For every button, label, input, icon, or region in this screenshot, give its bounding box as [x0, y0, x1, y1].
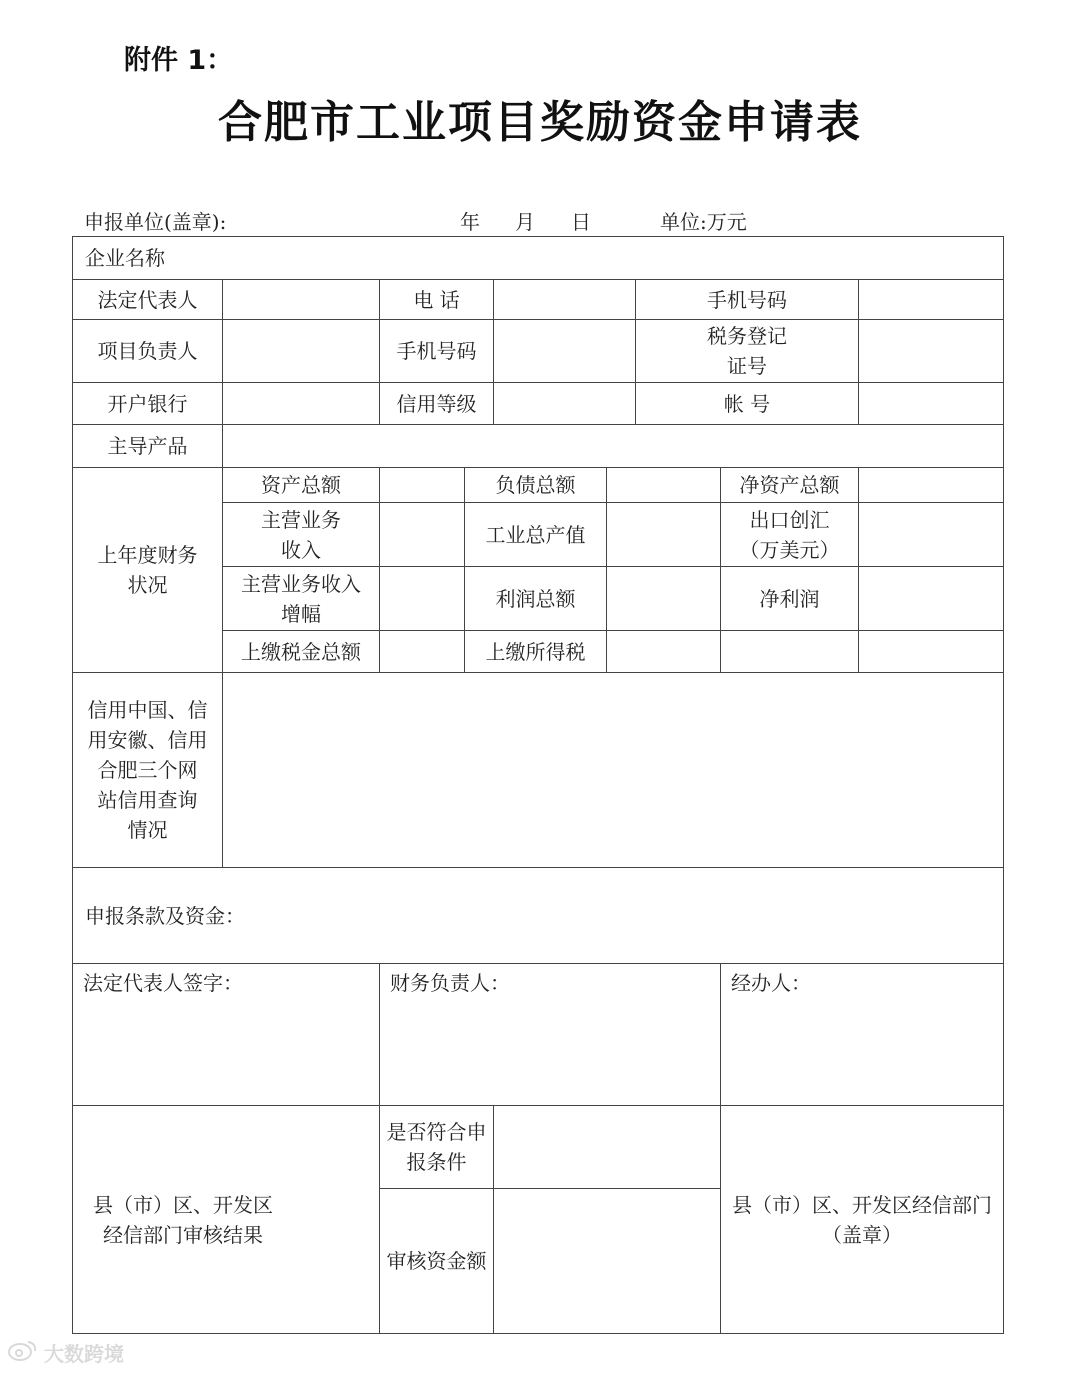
handler-label: 经办人： — [731, 971, 811, 995]
total-assets-label: 资产总额 — [223, 468, 380, 503]
blank-field-cell[interactable] — [859, 631, 1004, 673]
currency-unit-label: 单位:万元 — [660, 210, 747, 234]
mobile-label: 手机号码 — [636, 280, 859, 320]
total-profit-field[interactable] — [607, 567, 721, 631]
legal-sign-label: 法定代表人签字： — [83, 971, 243, 995]
project-lead-label: 项目负责人 — [73, 320, 223, 383]
credit-check-field[interactable] — [223, 673, 1004, 868]
total-assets-field[interactable] — [380, 468, 465, 503]
attachment-label: 附件 1： — [124, 45, 234, 76]
total-tax-label: 上缴税金总额 — [223, 631, 380, 673]
credit-check-line-3: 合肥三个网 — [97, 758, 198, 782]
total-tax-field[interactable] — [380, 631, 465, 673]
tax-registration-line-2: 证号 — [727, 354, 767, 378]
credit-check-line-1: 信用中国、信 — [87, 698, 208, 722]
tax-registration-field[interactable] — [859, 320, 1004, 383]
credit-level-label: 信用等级 — [380, 383, 494, 425]
tax-registration-line-1: 税务登记 — [707, 324, 787, 348]
main-revenue-line-2: 收入 — [281, 537, 321, 562]
net-profit-label: 净利润 — [721, 567, 859, 631]
handler-cell[interactable] — [721, 964, 1004, 1106]
company-name-cell[interactable] — [73, 237, 1004, 280]
income-tax-field[interactable] — [607, 631, 721, 673]
blank-label-cell — [721, 631, 859, 673]
finance-head-cell[interactable] — [380, 964, 721, 1106]
legal-sign-cell[interactable] — [73, 964, 380, 1106]
main-revenue-field[interactable] — [380, 503, 465, 567]
net-profit-field[interactable] — [859, 567, 1004, 631]
clause-funds-label: 申报条款及资金： — [85, 903, 245, 928]
export-earnings-label — [721, 503, 859, 567]
weibo-icon — [8, 1339, 38, 1366]
phone-field[interactable] — [494, 280, 636, 320]
review-result-line-2: 经信部门审核结果 — [103, 1222, 263, 1247]
finance-head-label: 财务负责人： — [390, 971, 510, 995]
phone-label: 电 话 — [380, 280, 494, 320]
credit-check-line-5: 情况 — [127, 818, 168, 842]
company-name-label: 企业名称 — [85, 246, 165, 270]
watermark-text: 大数跨境 — [44, 1342, 124, 1366]
eligibility-line-2: 报条件 — [406, 1150, 467, 1174]
net-assets-label: 净资产总额 — [721, 468, 859, 503]
export-earnings-line-1: 出口创汇 — [749, 507, 830, 532]
export-earnings-line-2: （万美元） — [739, 537, 840, 562]
approved-amount-field[interactable] — [494, 1189, 721, 1334]
account-field[interactable] — [859, 383, 1004, 425]
day-label: 日 — [571, 210, 591, 234]
revenue-growth-line-1: 主营业务收入 — [241, 571, 361, 596]
export-earnings-field[interactable] — [859, 503, 1004, 567]
revenue-growth-label — [223, 567, 380, 631]
project-lead-mobile-field[interactable] — [494, 320, 636, 383]
finance-status-line-1: 上年度财务 — [97, 543, 198, 567]
finance-status-label — [73, 468, 223, 673]
main-product-label: 主导产品 — [73, 425, 223, 468]
total-profit-label: 利润总额 — [465, 567, 607, 631]
dept-seal-line-1: 县（市）区、开发区经信部门 — [732, 1192, 993, 1217]
approved-amount-label: 审核资金额 — [380, 1189, 494, 1334]
credit-check-line-4: 站信用查询 — [97, 788, 198, 812]
review-result-line-1: 县（市）区、开发区 — [93, 1192, 273, 1217]
finance-status-line-2: 状况 — [127, 573, 168, 597]
legal-rep-label: 法定代表人 — [73, 280, 223, 320]
net-assets-field[interactable] — [859, 468, 1004, 503]
revenue-growth-field[interactable] — [380, 567, 465, 631]
year-label: 年 — [460, 210, 480, 234]
clause-funds-cell[interactable] — [73, 868, 1004, 964]
bank-label: 开户银行 — [73, 383, 223, 425]
revenue-growth-line-2: 增幅 — [281, 601, 321, 626]
applicant-unit-label: 申报单位(盖章): — [84, 210, 227, 234]
eligibility-field[interactable] — [494, 1106, 721, 1189]
eligibility-line-1: 是否符合申 — [386, 1120, 487, 1144]
credit-level-field[interactable] — [494, 383, 636, 425]
project-lead-field[interactable] — [223, 320, 380, 383]
legal-rep-field[interactable] — [223, 280, 380, 320]
month-label: 月 — [515, 210, 535, 234]
total-liabilities-field[interactable] — [607, 468, 721, 503]
mobile-field[interactable] — [859, 280, 1004, 320]
main-revenue-label — [223, 503, 380, 567]
main-revenue-line-1: 主营业务 — [261, 507, 341, 532]
account-label: 帐 号 — [636, 383, 859, 425]
total-liabilities-label: 负债总额 — [465, 468, 607, 503]
income-tax-label: 上缴所得税 — [465, 631, 607, 673]
credit-check-line-2: 用安徽、信用 — [87, 728, 208, 752]
industrial-output-field[interactable] — [607, 503, 721, 567]
eligibility-label — [380, 1106, 494, 1189]
project-lead-mobile-label: 手机号码 — [380, 320, 494, 383]
bank-field[interactable] — [223, 383, 380, 425]
dept-seal-cell[interactable] — [721, 1106, 1004, 1334]
main-product-field[interactable] — [223, 425, 1004, 468]
application-form-table — [72, 236, 1004, 1334]
tax-registration-label — [636, 320, 859, 383]
industrial-output-label: 工业总产值 — [465, 503, 607, 567]
credit-check-label — [73, 673, 223, 868]
review-result-label — [73, 1106, 380, 1334]
dept-seal-line-2: （盖章） — [822, 1222, 903, 1247]
form-title: 合肥市工业项目奖励资金申请表 — [218, 97, 862, 148]
watermark — [8, 1338, 124, 1367]
